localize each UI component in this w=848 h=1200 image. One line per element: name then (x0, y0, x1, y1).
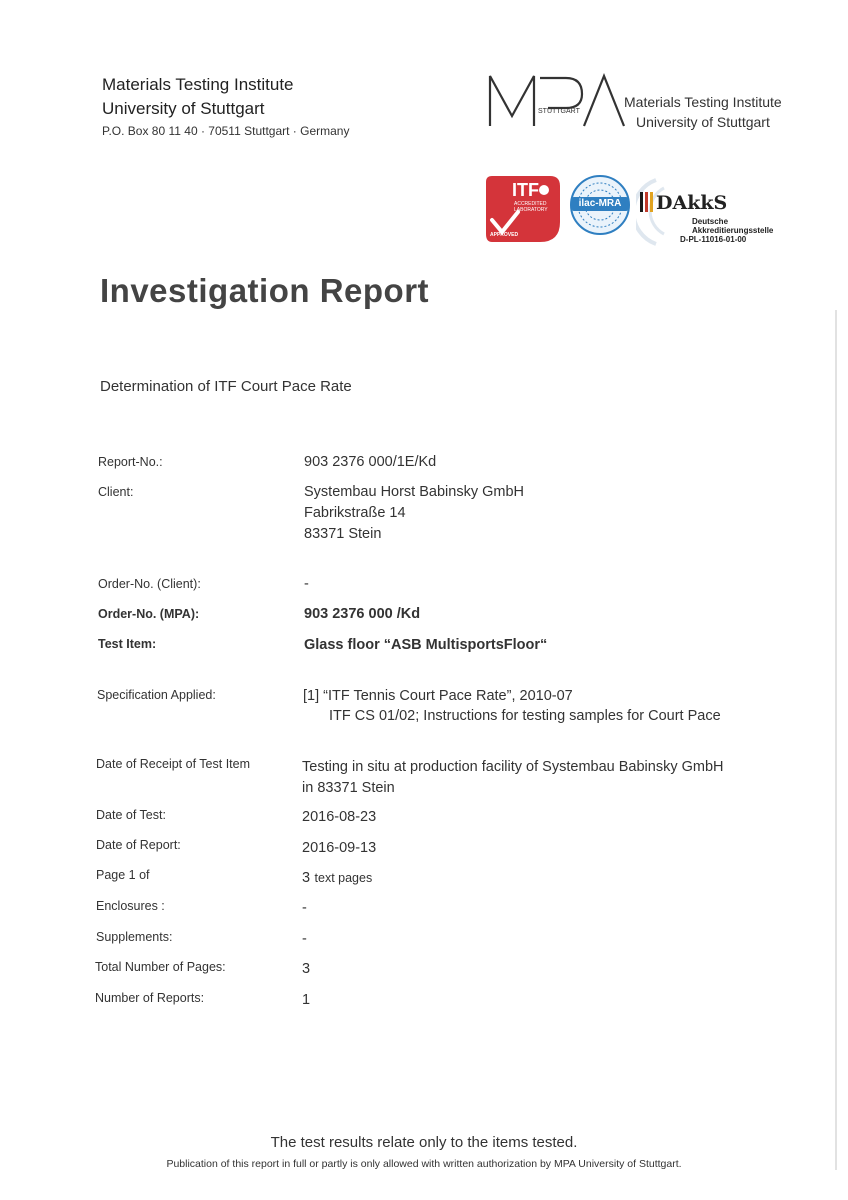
mpa-logo-text-1: Materials Testing Institute (624, 94, 782, 110)
page-count-number: 3 (302, 870, 311, 886)
date-report-value: 2016-09-13 (302, 840, 377, 856)
dakks-line-1: Deutsche (692, 217, 729, 226)
scan-edge (835, 310, 837, 1170)
num-reports-label: Number of Reports: (95, 991, 205, 1005)
total-pages-label: Total Number of Pages: (95, 960, 226, 974)
date-receipt-line-1: Testing in situ at production facility of Systembau Babinsky GmbH (302, 759, 724, 775)
date-receipt-line-2: in 83371 Stein (302, 780, 395, 796)
page-count-suffix: text pages (314, 871, 373, 885)
client-label: Client: (98, 485, 134, 499)
specification-line-2: ITF CS 01/02; Instructions for testing samples for Court Pace (329, 708, 721, 724)
report-no-label: Report-No.: (98, 455, 163, 469)
institute-name: Materials Testing Institute (102, 75, 294, 94)
page-count-label: Page 1 of (96, 868, 150, 882)
mpa-logo-sub: STUTTGART (538, 108, 580, 115)
itf-badge-approved: APPROVED (490, 232, 519, 238)
ilac-mra-badge (568, 172, 632, 238)
total-pages-value: 3 (302, 961, 311, 977)
supplements-value: - (302, 931, 307, 947)
specification-label: Specification Applied: (97, 688, 216, 702)
report-no-value: 903 2376 000/1E/Kd (304, 454, 437, 470)
institute-university: University of Stuttgart (102, 99, 265, 118)
report-subtitle: Determination of ITF Court Pace Rate (100, 378, 352, 395)
order-mpa-label: Order-No. (MPA): (98, 607, 200, 621)
date-report-label: Date of Report: (96, 838, 181, 852)
page-count-value (302, 868, 372, 889)
footer-publication-notice: Publication of this report in full or partly is only allowed with written authorization by MPA University of Stuttgart. (166, 1158, 682, 1170)
itf-badge-sub2: LABORATORY (514, 207, 548, 213)
dakks-title: DAkkS (656, 192, 728, 214)
itf-approved-badge (484, 172, 562, 244)
date-receipt-label: Date of Receipt of Test Item (96, 757, 251, 771)
date-test-value: 2016-08-23 (302, 809, 377, 825)
enclosures-value: - (302, 900, 307, 916)
client-city: 83371 Stein (304, 526, 382, 542)
client-name: Systembau Horst Babinsky GmbH (304, 484, 524, 500)
client-street: Fabrikstraße 14 (304, 505, 406, 521)
mpa-logo (486, 70, 626, 132)
specification-line-1: [1] “ITF Tennis Court Pace Rate”, 2010-07 (303, 688, 573, 704)
ilac-badge-text: ilac-MRA (578, 198, 622, 209)
itf-badge-main: ITF (512, 180, 539, 200)
enclosures-label: Enclosures : (96, 899, 165, 913)
order-client-label: Order-No. (Client): (98, 577, 201, 591)
supplements-label: Supplements: (96, 930, 173, 944)
page-title: Investigation Report (100, 272, 430, 309)
date-test-label: Date of Test: (96, 808, 166, 822)
test-item-value: Glass floor “ASB MultisportsFloor“ (304, 637, 548, 653)
institute-address: P.O. Box 80 11 40 · 70511 Stuttgart · Germany (102, 124, 350, 138)
dakks-line-2: Akkreditierungsstelle (692, 226, 774, 235)
footer-disclaimer: The test results relate only to the items tested. (270, 1134, 578, 1151)
test-item-label: Test Item: (98, 637, 157, 651)
dakks-line-3: D-PL-11016-01-00 (680, 235, 747, 244)
order-client-value: - (304, 576, 309, 592)
itf-badge-sub1: ACCREDITED (514, 201, 547, 207)
mpa-logo-text-2: University of Stuttgart (636, 114, 770, 130)
num-reports-value: 1 (302, 992, 311, 1008)
order-mpa-value: 903 2376 000 /Kd (304, 606, 421, 622)
